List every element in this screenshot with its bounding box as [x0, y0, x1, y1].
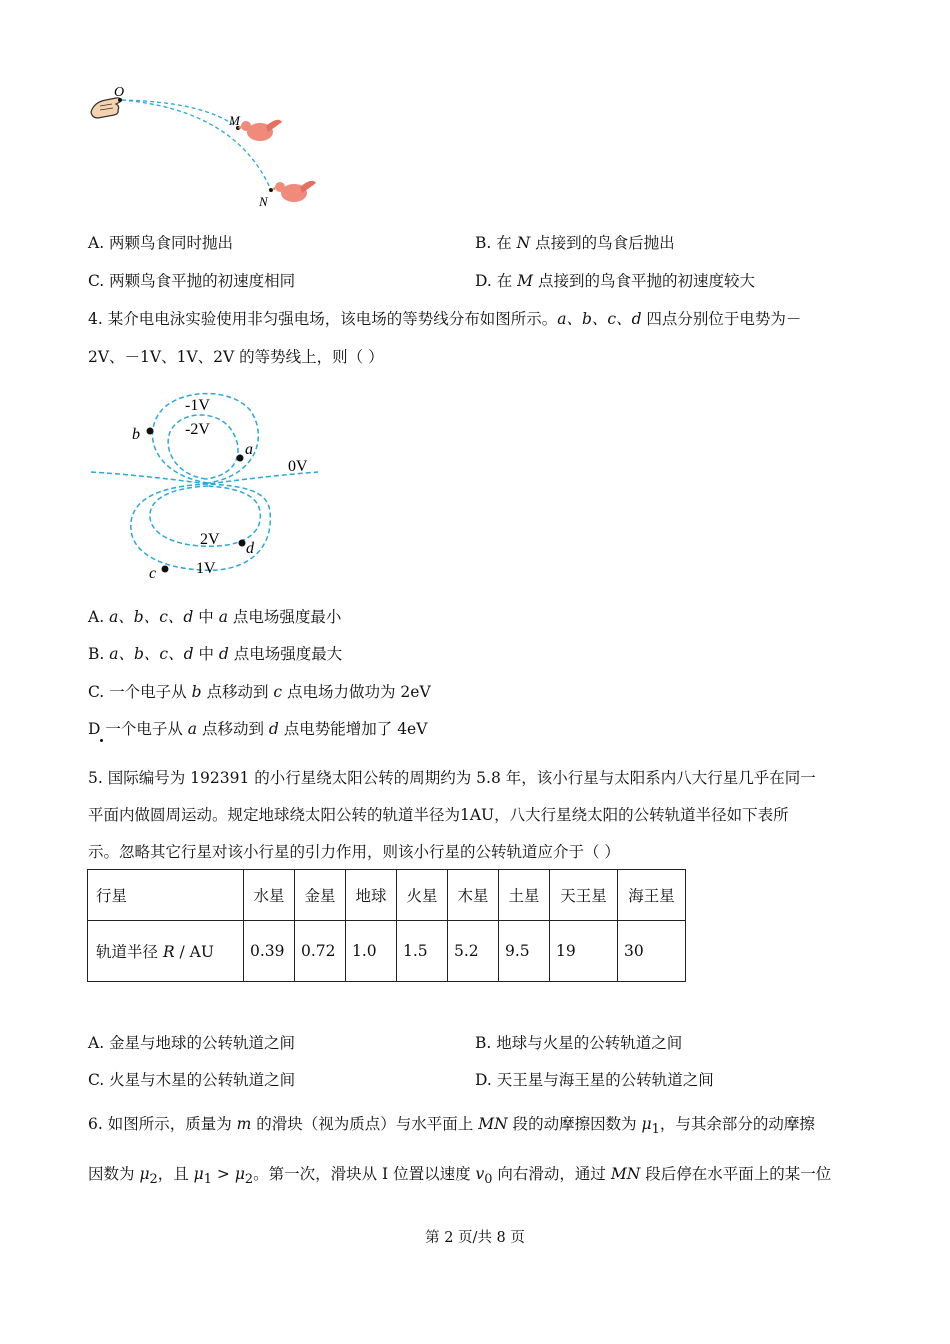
radius-value: 0.72 — [295, 921, 346, 982]
radius-value: 0.39 — [244, 921, 295, 982]
point-b-label: b — [132, 426, 140, 443]
planet-name: 土星 — [499, 870, 550, 921]
trajectory-M — [122, 100, 238, 128]
q5-option-b: B. 地球与火星的公转轨道之间 — [475, 1034, 683, 1052]
label-N: N — [259, 194, 268, 209]
q3-option-a: A. 两颗鸟食同时抛出 — [88, 234, 234, 252]
q4-option-d: D 一个电子从 a 点移动到 d 点电势能增加了 4eV — [88, 720, 428, 738]
planet-name: 金星 — [295, 870, 346, 921]
q3-option-b: B. 在 N 点接到的鸟食后抛出 — [475, 234, 675, 252]
planet-name: 天王星 — [550, 870, 618, 921]
label-O: O — [114, 85, 125, 100]
orbit-radius-table — [87, 869, 686, 982]
page-footer: 第 2 页/共 8 页 — [425, 1230, 525, 1246]
label-1V: 1V — [196, 560, 216, 577]
point-c-label: c — [149, 565, 157, 582]
q5-option-c: C. 火星与木星的公转轨道之间 — [88, 1071, 296, 1089]
equipotential-figure — [88, 380, 328, 585]
table-header-label: 行星 — [88, 870, 244, 921]
radius-value: 1.5 — [397, 921, 448, 982]
stray-dot — [100, 739, 103, 742]
radius-value: 1.0 — [346, 921, 397, 982]
planet-name: 木星 — [448, 870, 499, 921]
q5-stem-line2: 平面内做圆周运动。规定地球绕太阳公转的轨道半径为1AU，八大行星绕太阳的公转轨道半径如下表所 — [88, 806, 789, 824]
q4-option-a: A. a、b、c、d 中 a 点电场强度最小 — [88, 608, 342, 626]
q5-stem-line1: 5. 国际编号为 192391 的小行星绕太阳公转的周期约为 5.8 年，该小行星与太阳系内八大行星几乎在同一 — [88, 769, 816, 787]
q3-option-d: D. 在 M 点接到的鸟食平抛的初速度较大 — [475, 272, 755, 290]
q5-option-d: D. 天王星与海王星的公转轨道之间 — [475, 1071, 714, 1089]
bird-icon — [237, 120, 282, 141]
radius-value: 30 — [618, 921, 686, 982]
trajectory-N — [122, 100, 271, 190]
q5-option-a: A. 金星与地球的公转轨道之间 — [88, 1034, 296, 1052]
point-d-label: d — [246, 540, 254, 557]
q6-stem-line2: 因数为 $\mu_2$，且 $\mu_1 > \mu_2$。第一次，滑块从 I 位置以速度 $v_0$ 向右滑动，通过 MN 段后停在水平面上的某一位 — [88, 1165, 832, 1188]
planet-name: 水星 — [244, 870, 295, 921]
table-header-row — [88, 870, 686, 921]
planet-name: 海王星 — [618, 870, 686, 921]
table-radius-row — [88, 921, 686, 982]
table-row-label: 轨道半径 R / AU — [88, 921, 244, 982]
planet-name: 地球 — [346, 870, 397, 921]
projectile-figure — [86, 80, 326, 215]
q4-option-c: C. 一个电子从 b 点移动到 c 点电场力做功为 2eV — [88, 683, 431, 701]
bird-icon — [271, 181, 316, 202]
radius-value: 19 — [550, 921, 618, 982]
label-minus1V: -1V — [185, 397, 210, 414]
label-minus2V: -2V — [185, 421, 210, 438]
q4-stem-line1: 4. 某介电电泳实验使用非匀强电场，该电场的等势线分布如图所示。a、b、c、d 四点分别位于电势为－ — [88, 310, 802, 328]
q4-stem-line2: 2V、－1V、1V、2V 的等势线上，则（ ） — [88, 348, 384, 366]
label-0V: 0V — [288, 458, 308, 475]
label-M: M — [229, 113, 240, 128]
planet-name: 火星 — [397, 870, 448, 921]
label-2V: 2V — [200, 531, 220, 548]
point-a-label: a — [245, 441, 253, 458]
q5-stem-line3: 示。忽略其它行星对该小行星的引力作用，则该小行星的公转轨道应介于（ ） — [88, 843, 620, 861]
hand-icon — [91, 98, 121, 118]
q3-option-c: C. 两颗鸟食平抛的初速度相同 — [88, 272, 296, 290]
q6-stem-line1: 6. 如图所示，质量为 m 的滑块（视为质点）与水平面上 MN 段的动摩擦因数为 $\mu_1$，与其余部分的动摩擦 — [88, 1115, 815, 1138]
radius-value: 5.2 — [448, 921, 499, 982]
q4-option-b: B. a、b、c、d 中 d 点电场强度最大 — [88, 645, 343, 663]
radius-value: 9.5 — [499, 921, 550, 982]
